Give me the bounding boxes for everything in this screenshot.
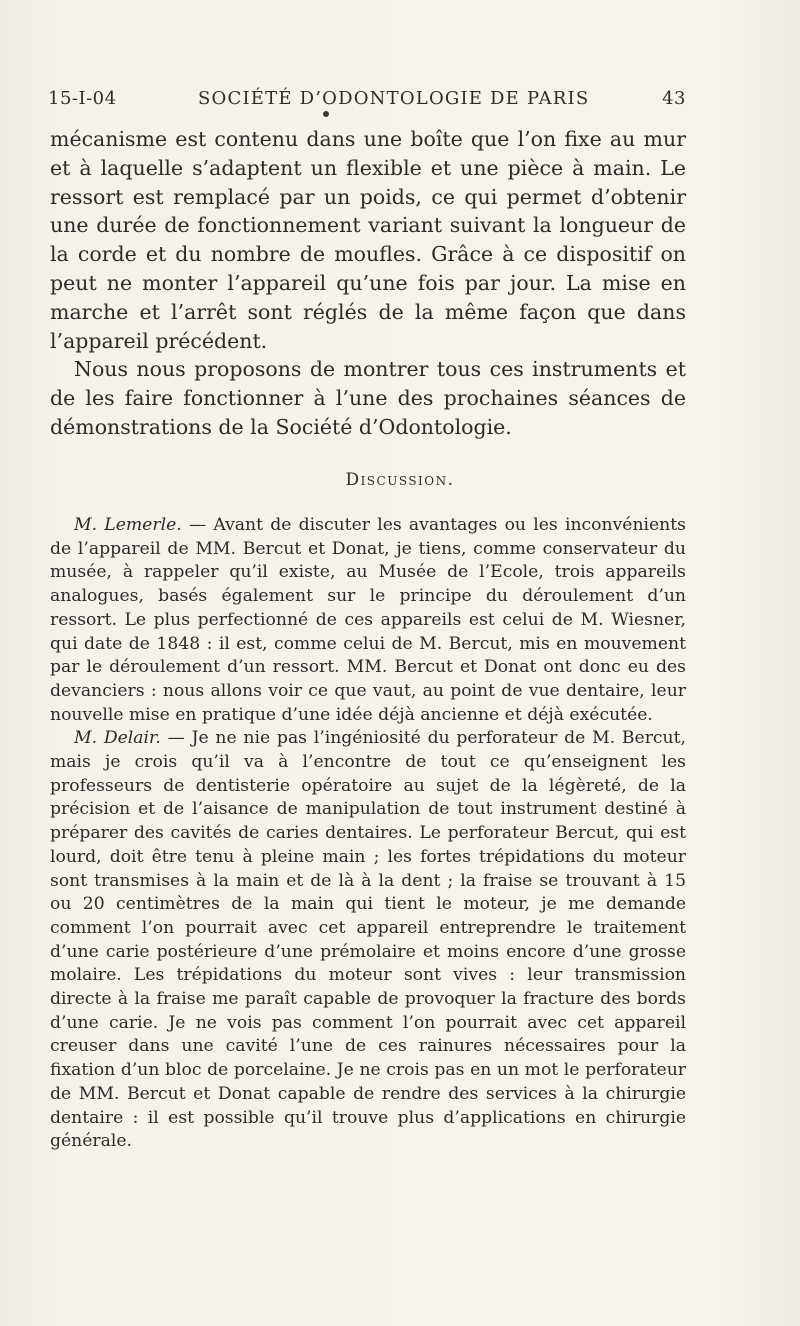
page-number: 43: [662, 88, 686, 109]
delair-paragraph: [50, 727, 686, 1154]
running-header: [48, 88, 686, 116]
header-date: 15-I-04: [48, 88, 117, 109]
main-text-block: [50, 125, 686, 442]
delair-text: — Je ne nie pas l’ingéniosité du perforateur de M. Bercut, mais je crois qu’il va à l’encontre de tout ce qu’enseignent les professeurs de dentisterie opératoire au sujet de la légèreté, de la précision et de l’aisance de manipulation de tout instrument destiné à préparer des cavités de caries dentaires. Le perforateur Bercut, qui est lourd, doit être tenu à pleine main ; les fortes trépidations du moteur sont transmises à la main et de là à la dent ; la fraise se trouvant à 15 ou 20 centimètres de la main qui tient le moteur, je me demande comment l’on pourrait avec cet appareil entreprendre le traitement d’une carie postérieure d’une prémolaire et moins encore d’une grosse molaire. Les trépidations du moteur sont vives : leur transmission directe à la fraise me paraît capable de provoquer la fracture des bords d’une carie. Je ne vois pas comment l’on pourrait avec cet appareil creuser dans une cavité l’une de ces rainures nécessaires pour la fixation d’un bloc de porcelaine. Je ne crois pas en un mot le perforateur de MM. Bercut et Donat capable de rendre des services à la chirurgie dentaire : il est possible qu’il trouve plus d’applications en chirurgie générale.: [50, 728, 686, 1152]
lemerle-paragraph: [50, 514, 686, 727]
header-dot-ornament: [323, 111, 329, 117]
discussion-heading: Discussion.: [345, 470, 455, 490]
speaker-delair: M. Delair.: [74, 728, 161, 749]
intro-paragraph: mécanisme est contenu dans une boîte que l’on fixe au mur et à laquelle s’adaptent un flexible et une pièce à main. Le ressort est remplacé par un poids, ce qui permet d’obtenir une durée de fonctionnement variant suivant la longueur de la corde et du nombre de moufles. Grâce à ce dispositif on peut ne monter l’appareil qu’une fois par jour. La mise en marche et l’arrêt sont réglés de la même façon que dans l’appareil précédent.: [50, 127, 686, 353]
lemerle-text: — Avant de discuter les avantages ou les inconvénients de l’appareil de MM. Bercut et Donat, je tiens, comme conservateur du musée, à rappeler qu’il existe, au Musée de l’Ecole, trois appareils analogues, basés également sur le principe du déroulement d’un ressort. Le plus perfectionné de ces appareils est celui de M. Wiesner, qui date de 1848 : il est, comme celui de M. Bercut, mis en mouvement par le déroulement d’un ressort. MM. Bercut et Donat ont donc eu des devanciers : nous allons voir ce que vaut, au point de vue dentaire, leur nouvelle mise en pratique d’une idée déjà ancienne et déjà exécutée.: [50, 515, 686, 725]
discussion-text-block: [50, 514, 686, 1154]
header-journal-title: SOCIÉTÉ D’ODONTOLOGIE DE PARIS: [198, 88, 590, 109]
second-paragraph: Nous nous proposons de montrer tous ces instruments et de les faire fonctionner à l’une des prochaines séances de démonstrations de la Société d’Odontologie.: [50, 357, 686, 439]
speaker-lemerle: M. Lemerle.: [74, 515, 182, 535]
